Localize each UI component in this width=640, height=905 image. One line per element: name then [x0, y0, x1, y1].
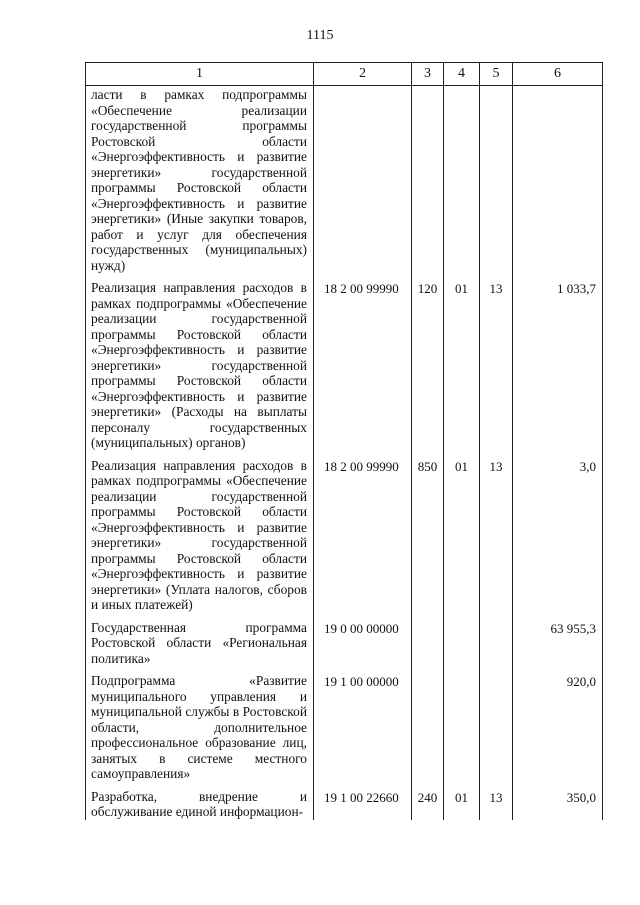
header-col-2: 2	[314, 63, 412, 86]
header-col-1: 1	[86, 63, 314, 86]
row-name: Реализация направления расходов в рамках подпрограммы «Обеспечение реализации государственной программы Ростовской области «Энергоэффективность и развитие энергетики» государственной программы Ростовской области «Энергоэффективность и развитие энергетики» (Уплата налогов, сборов и иных платежей)	[86, 457, 314, 619]
row-name: ласти в рамках подпрограммы «Обеспечение реализации государственной программы Ростовской области «Энергоэффективность и развитие энергетики» государственной программы Ростовской области «Энергоэффективность и развитие энергетики» (Иные закупки товаров, работ и услуг для обеспечения государственных (муниципальных) нужд)	[86, 86, 314, 280]
budget-table	[85, 62, 603, 820]
row-name: Разработка, внедрение и обслуживание единой информацион-	[86, 788, 314, 820]
row-col-4: 01	[444, 279, 480, 457]
row-col-5: 13	[480, 788, 513, 820]
row-name: Реализация направления расходов в рамках подпрограммы «Обеспечение реализации государственной программы Ростовской области «Энергоэффективность и развитие энергетики» государственной программы Ростовской области «Энергоэффективность и развитие энергетики» (Расходы на выплаты персоналу государственных (муниципальных) органов)	[86, 279, 314, 457]
row-col-5	[480, 619, 513, 673]
row-col-4	[444, 86, 480, 280]
table-row	[86, 672, 603, 788]
row-name: Государственная программа Ростовской области «Региональная политика»	[86, 619, 314, 673]
row-col-3	[412, 619, 444, 673]
row-amount: 3,0	[513, 457, 603, 619]
table-row	[86, 457, 603, 619]
table-header-row	[86, 63, 603, 86]
table-row	[86, 86, 603, 280]
header-col-4: 4	[444, 63, 480, 86]
header-col-6: 6	[513, 63, 603, 86]
row-col-3	[412, 672, 444, 788]
row-amount: 1 033,7	[513, 279, 603, 457]
row-col-4	[444, 672, 480, 788]
row-code: 18 2 00 99990	[314, 457, 412, 619]
row-col-3: 850	[412, 457, 444, 619]
row-col-5: 13	[480, 457, 513, 619]
row-amount	[513, 86, 603, 280]
row-amount: 63 955,3	[513, 619, 603, 673]
row-name: Подпрограмма «Развитие муниципального управления и муниципальной службы в Ростовской области, дополнительное профессиональное образование лиц, занятых в системе местного самоуправления»	[86, 672, 314, 788]
row-col-5: 13	[480, 279, 513, 457]
row-amount: 920,0	[513, 672, 603, 788]
row-code	[314, 86, 412, 280]
row-col-5	[480, 672, 513, 788]
row-code: 19 1 00 00000	[314, 672, 412, 788]
row-col-3	[412, 86, 444, 280]
row-code: 18 2 00 99990	[314, 279, 412, 457]
row-col-4	[444, 619, 480, 673]
header-col-5: 5	[480, 63, 513, 86]
table-row	[86, 619, 603, 673]
row-code: 19 1 00 22660	[314, 788, 412, 820]
table-row	[86, 279, 603, 457]
table-row	[86, 788, 603, 820]
row-amount: 350,0	[513, 788, 603, 820]
row-col-5	[480, 86, 513, 280]
row-col-3: 240	[412, 788, 444, 820]
row-code: 19 0 00 00000	[314, 619, 412, 673]
row-col-4: 01	[444, 788, 480, 820]
row-col-3: 120	[412, 279, 444, 457]
header-col-3: 3	[412, 63, 444, 86]
row-col-4: 01	[444, 457, 480, 619]
page-number: 1115	[306, 28, 334, 43]
